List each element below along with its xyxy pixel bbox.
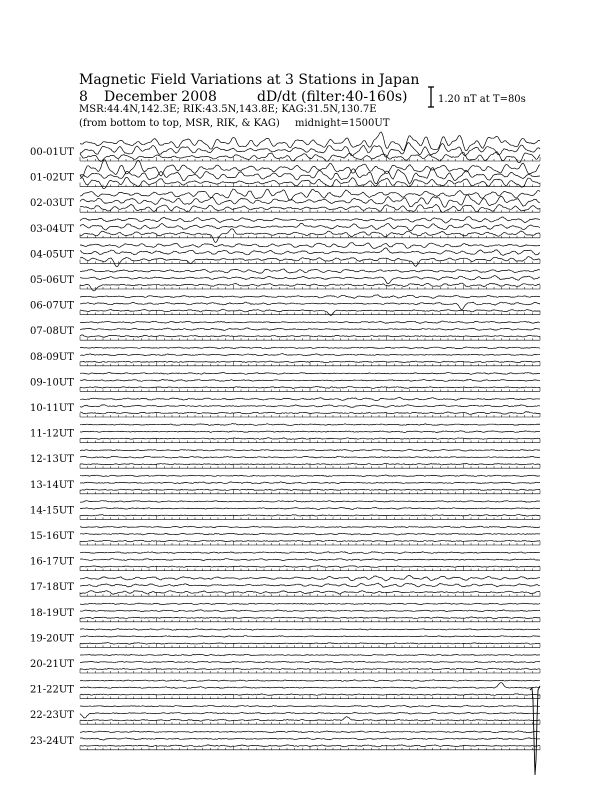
hour-label: 21-22UT [30, 684, 74, 696]
trace-msr [80, 717, 540, 721]
trace-msr [80, 515, 540, 517]
hour-label: 22-23UT [30, 710, 74, 722]
trace-kag [80, 501, 540, 503]
hour-label: 04-05UT [30, 249, 74, 261]
trace-kag [80, 132, 540, 151]
hour-label: 11-12UT [30, 428, 74, 440]
trace-rik [80, 248, 540, 256]
trace-kag [80, 552, 540, 554]
hour-row [30, 501, 540, 520]
hour-row [30, 132, 540, 163]
trace-rik [80, 712, 540, 718]
hour-row [30, 295, 540, 316]
trace-kag [80, 160, 540, 177]
hour-row [30, 160, 540, 189]
hour-label: 12-13UT [30, 454, 74, 466]
trace-rik [80, 636, 540, 637]
trace-kag [80, 629, 540, 631]
hour-row [30, 731, 540, 750]
trace-rik [80, 610, 540, 612]
trace-kag [80, 398, 540, 401]
trace-kag [80, 654, 540, 656]
station-coordinates: MSR:44.4N,142.3E; RIK:43.5N,143.8E; KAG:31.5N,130.7E [79, 104, 377, 115]
hour-label: 23-24UT [30, 735, 74, 747]
trace-kag [80, 373, 540, 375]
trace-rik [80, 738, 540, 740]
hour-row [30, 475, 540, 494]
hour-row [30, 398, 540, 417]
date-day: 8 [79, 89, 88, 105]
hour-row [30, 243, 540, 267]
hour-label: 14-15UT [30, 505, 74, 517]
hour-label: 05-06UT [30, 275, 74, 286]
midnight-note: midnight=1500UT [295, 118, 390, 129]
trace-rik [80, 354, 540, 356]
trace-rik [80, 276, 540, 284]
filter-label: (filter:40-160s) [301, 89, 408, 105]
hour-label: 19-20UT [30, 633, 74, 645]
hour-row [30, 321, 540, 340]
hour-row [30, 526, 540, 545]
trace-kag [80, 321, 540, 323]
hour-label: 10-11UT [30, 403, 74, 414]
hour-label: 06-07UT [30, 300, 74, 312]
hour-row [30, 347, 540, 366]
trace-rik [80, 456, 540, 458]
chart-title: Magnetic Field Variations at 3 Stations in Japan [79, 72, 420, 88]
trace-kag [80, 731, 540, 733]
trace-kag [80, 575, 540, 581]
trace-kag [80, 705, 540, 707]
trace-rik [80, 431, 540, 433]
hour-row [30, 705, 540, 724]
trace-kag [80, 424, 540, 426]
trace-rik [80, 661, 540, 663]
trace-kag [80, 526, 540, 528]
trace-large-deflection [530, 686, 540, 775]
hour-label: 01-02UT [30, 172, 74, 184]
hour-row [30, 552, 540, 571]
hour-rows [30, 132, 540, 775]
hour-row [30, 575, 540, 596]
hour-row [30, 189, 540, 212]
trace-kag [80, 449, 540, 451]
hour-label: 00-01UT [30, 147, 74, 158]
date-month-year: December 2008 [104, 89, 217, 105]
hour-row [30, 629, 540, 648]
trace-rik [80, 559, 540, 561]
trace-rik [80, 508, 540, 510]
trace-rik [80, 143, 540, 158]
hour-row [30, 449, 540, 468]
hour-row [30, 217, 540, 243]
trace-kag [80, 295, 540, 299]
hour-row [30, 373, 540, 392]
trace-rik [80, 482, 540, 484]
trace-kag [80, 680, 540, 681]
hour-label: 20-21UT [30, 659, 74, 670]
hour-row [30, 269, 540, 291]
trace-rik [80, 302, 540, 310]
station-order-note: (from bottom to top, MSR, RIK, & KAG) [79, 118, 280, 129]
hour-label: 03-04UT [30, 223, 74, 235]
trace-rik [80, 683, 540, 689]
hour-label: 15-16UT [30, 531, 74, 542]
hour-row [30, 603, 540, 622]
hour-label: 16-17UT [30, 556, 74, 568]
trace-kag [80, 475, 540, 477]
trace-kag [80, 243, 540, 249]
trace-rik [80, 583, 540, 587]
scale-bar [428, 87, 434, 107]
trace-msr [80, 668, 540, 670]
scale-bar-label: 1.20 nT at T=80s [438, 94, 526, 105]
trace-kag [80, 347, 540, 349]
trace-rik [80, 328, 540, 331]
trace-kag [80, 217, 540, 223]
trace-rik [80, 380, 540, 382]
hour-label: 08-09UT [30, 351, 74, 363]
hour-row [30, 680, 540, 699]
trace-rik [80, 405, 540, 408]
trace-rik [80, 533, 540, 535]
trace-kag [80, 603, 540, 605]
hour-row [30, 654, 540, 673]
trace-rik [80, 223, 540, 230]
hour-label: 17-18UT [30, 582, 74, 594]
trace-msr [80, 617, 540, 619]
quantity-label: dD/dt [257, 89, 297, 105]
hour-label: 02-03UT [30, 198, 74, 210]
hour-row [30, 424, 540, 443]
trace-kag [80, 269, 540, 273]
hour-label: 09-10UT [30, 377, 74, 389]
hour-label: 18-19UT [30, 607, 74, 619]
hour-label: 07-08UT [30, 326, 74, 338]
hour-label: 13-14UT [30, 479, 74, 491]
